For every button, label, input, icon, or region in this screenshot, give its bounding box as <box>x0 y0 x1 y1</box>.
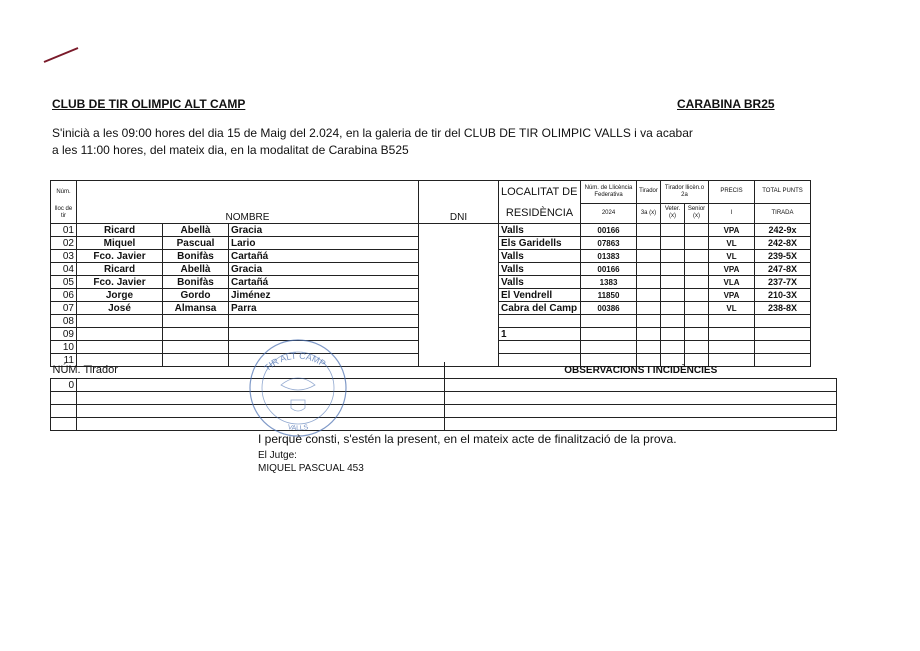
row-precis: VL <box>709 302 755 315</box>
col-residencia-header: RESIDÈNCIA <box>499 203 581 224</box>
row-dni <box>419 289 499 302</box>
row-veter <box>661 237 685 250</box>
row-number: 07 <box>51 302 77 315</box>
table-row <box>51 341 811 354</box>
row-total: 242-9x <box>755 224 811 237</box>
row-localitat: Valls <box>499 250 581 263</box>
row-precis: VPA <box>709 289 755 302</box>
row-precis: VPA <box>709 263 755 276</box>
row-localitat <box>499 341 581 354</box>
row-3a <box>637 328 661 341</box>
col-lloc-header: lloc de tir <box>51 203 77 224</box>
table-row <box>51 315 811 328</box>
table-row <box>51 289 811 302</box>
row-surname-1 <box>163 315 229 328</box>
col-year-header: 2024 <box>581 203 637 224</box>
row-total: 210-3X <box>755 289 811 302</box>
row-veter <box>661 250 685 263</box>
row-veter <box>661 276 685 289</box>
col-num-header: Núm. <box>51 181 77 204</box>
col-precis-sub: I <box>709 203 755 224</box>
row-localitat: Cabra del Camp <box>499 302 581 315</box>
row-llicencia: 00386 <box>581 302 637 315</box>
row-surname-1: Pascual <box>163 237 229 250</box>
row-surname-2: Parra <box>229 302 419 315</box>
row-first-name: Ricard <box>77 224 163 237</box>
row-precis <box>709 341 755 354</box>
row-first-name: Miquel <box>77 237 163 250</box>
table-row <box>51 328 811 341</box>
row-senior <box>685 289 709 302</box>
row-surname-2: Jiménez <box>229 289 419 302</box>
row-total: 247-8X <box>755 263 811 276</box>
row-llicencia: 00166 <box>581 224 637 237</box>
row-first-name: Fco. Javier <box>77 276 163 289</box>
row-precis <box>709 328 755 341</box>
pen-mark <box>40 42 85 67</box>
row-total: 238-8X <box>755 302 811 315</box>
judge-label: El Jutge: <box>258 450 297 461</box>
row-localitat <box>499 315 581 328</box>
closing-statement: I perquè consti, s'estén la present, en el mateix acte de finalització de la prova. <box>258 432 677 446</box>
row-veter <box>661 263 685 276</box>
intro-line-1: S'inicià a les 09:00 hores del dia 15 de Maig del 2.024, en la galeria de tir del CLUB DE TIR OLIMPIC VALLS i va acabar <box>52 126 693 140</box>
row-senior <box>685 237 709 250</box>
row-localitat: Valls <box>499 224 581 237</box>
row-dni <box>419 315 499 328</box>
row-total <box>755 328 811 341</box>
row-precis: VPA <box>709 224 755 237</box>
row-veter <box>661 328 685 341</box>
row-dni <box>419 250 499 263</box>
row-surname-2: Cartañá <box>229 276 419 289</box>
row-llicencia <box>581 315 637 328</box>
seal-bottom-text: VALLS <box>286 424 309 433</box>
row-surname-1 <box>163 328 229 341</box>
row-total: 239-5X <box>755 250 811 263</box>
table-row <box>51 302 811 315</box>
row-surname-1: Gordo <box>163 289 229 302</box>
row-localitat: Els Garidells <box>499 237 581 250</box>
row-localitat: Valls <box>499 263 581 276</box>
row-senior <box>685 315 709 328</box>
row-precis: VLA <box>709 276 755 289</box>
row-senior <box>685 250 709 263</box>
intro-text <box>52 125 812 159</box>
table-row <box>51 237 811 250</box>
row-localitat: El Vendrell <box>499 289 581 302</box>
modality-title: CARABINA BR25 <box>677 97 775 111</box>
row-total <box>755 341 811 354</box>
svg-text:TIR ALT CAMP <box>262 351 327 373</box>
col-nombre-header: NOMBRE <box>77 203 419 224</box>
col-3a-header: 3a (x) <box>637 203 661 224</box>
row-number: 11 <box>51 354 77 367</box>
row-llicencia: 1383 <box>581 276 637 289</box>
col-tirador-header: Tirador <box>637 181 661 204</box>
col-localitat-header: LOCALITAT DE <box>499 181 581 204</box>
col-precis-header: PRECIS <box>709 181 755 204</box>
row-number: 03 <box>51 250 77 263</box>
row-veter <box>661 302 685 315</box>
row-surname-1: Bonifàs <box>163 250 229 263</box>
row-dni <box>419 237 499 250</box>
results-table <box>50 180 811 367</box>
table-row <box>51 276 811 289</box>
obs-num: 0 <box>51 379 77 392</box>
row-3a <box>637 224 661 237</box>
row-dni <box>419 263 499 276</box>
row-3a <box>637 302 661 315</box>
row-surname-1: Abellà <box>163 263 229 276</box>
table-row <box>51 224 811 237</box>
club-seal-stamp <box>243 330 353 440</box>
row-first-name: Jorge <box>77 289 163 302</box>
seal-top-text: TIR ALT CAMP <box>262 350 328 374</box>
row-veter <box>661 224 685 237</box>
row-surname-2: Gracia <box>229 263 419 276</box>
row-surname-1: Bonifàs <box>163 276 229 289</box>
row-senior <box>685 328 709 341</box>
row-number: 10 <box>51 341 77 354</box>
row-surname-1: Abellà <box>163 224 229 237</box>
observations-table <box>50 362 837 431</box>
club-title: CLUB DE TIR OLIMPIC ALT CAMP <box>52 97 246 111</box>
row-3a <box>637 341 661 354</box>
row-number: 08 <box>51 315 77 328</box>
row-number: 04 <box>51 263 77 276</box>
row-3a <box>637 289 661 302</box>
col-tirador2-header: Tirador llicèn.o 2a <box>661 181 709 204</box>
row-llicencia <box>581 341 637 354</box>
row-number: 05 <box>51 276 77 289</box>
col-senior-header: Senior (x) <box>685 203 709 224</box>
row-number: 02 <box>51 237 77 250</box>
row-surname-2: Gracia <box>229 224 419 237</box>
row-total: 237-7X <box>755 276 811 289</box>
row-dni <box>419 224 499 237</box>
row-total <box>755 315 811 328</box>
row-llicencia <box>581 328 637 341</box>
col-llicencia-header: Núm. de Llicència Federativa <box>581 181 637 204</box>
judge-block <box>258 449 364 475</box>
row-dni <box>419 328 499 341</box>
row-senior <box>685 341 709 354</box>
row-first-name: José <box>77 302 163 315</box>
row-3a <box>637 250 661 263</box>
row-number: 01 <box>51 224 77 237</box>
judge-name: MIQUEL PASCUAL 453 <box>258 463 364 474</box>
row-veter <box>661 341 685 354</box>
row-first-name: Ricard <box>77 263 163 276</box>
row-dni <box>419 302 499 315</box>
row-surname-2: Lario <box>229 237 419 250</box>
col-total-header: TOTAL PUNTS <box>755 181 811 204</box>
row-veter <box>661 315 685 328</box>
row-first-name: Fco. Javier <box>77 250 163 263</box>
row-3a <box>637 315 661 328</box>
row-3a <box>637 276 661 289</box>
intro-line-2: a les 11:00 hores, del mateix dia, en la modalitat de Carabina B525 <box>52 143 409 157</box>
row-precis: VL <box>709 250 755 263</box>
row-3a <box>637 263 661 276</box>
row-precis <box>709 315 755 328</box>
row-first-name <box>77 328 163 341</box>
col-tirada-header: TIRADA <box>755 203 811 224</box>
row-3a <box>637 237 661 250</box>
row-surname-1 <box>163 341 229 354</box>
row-senior <box>685 224 709 237</box>
row-dni <box>419 276 499 289</box>
row-surname-1: Almansa <box>163 302 229 315</box>
row-veter <box>661 289 685 302</box>
row-localitat: 1 <box>499 328 581 341</box>
col-veter-header: Veter. (x) <box>661 203 685 224</box>
row-senior <box>685 302 709 315</box>
row-total: 242-8X <box>755 237 811 250</box>
row-surname-2: Cartañá <box>229 250 419 263</box>
row-senior <box>685 276 709 289</box>
table-row <box>51 263 811 276</box>
row-llicencia: 07863 <box>581 237 637 250</box>
row-precis: VL <box>709 237 755 250</box>
row-first-name <box>77 315 163 328</box>
row-localitat: Valls <box>499 276 581 289</box>
row-llicencia: 00166 <box>581 263 637 276</box>
row-llicencia: 11850 <box>581 289 637 302</box>
row-number: 09 <box>51 328 77 341</box>
table-body <box>51 224 811 367</box>
row-number: 06 <box>51 289 77 302</box>
table-row <box>51 250 811 263</box>
obs-num-label: NÚM. Tirador <box>51 362 445 379</box>
row-surname-2 <box>229 315 419 328</box>
row-first-name <box>77 341 163 354</box>
row-dni <box>419 341 499 354</box>
col-dni-header: DNI <box>419 203 499 224</box>
row-llicencia: 01383 <box>581 250 637 263</box>
row-senior <box>685 263 709 276</box>
obs-title: OBSERVACIONS I INCIDÈNCIES <box>445 362 837 379</box>
